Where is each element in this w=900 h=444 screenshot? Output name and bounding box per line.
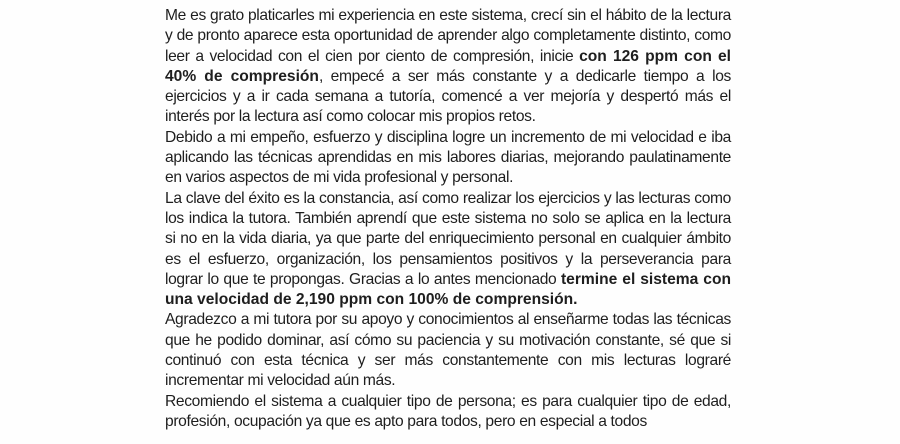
paragraph-text: Recomiendo el sistema a cualquier tipo de persona; es para cualquier tipo de edad, profesión, ocupación ya que es apto para todos, pero en especial a todos	[165, 392, 731, 430]
paragraph-text: , empecé a ser más constante y a dedicarle tiempo a los ejercicios y a ir cada semana a tutoría, comencé a ver mejoría y despertó más el interés por la lectura así como colocar mis propios retos.	[165, 67, 731, 126]
paragraph-experience	[165, 6, 731, 128]
paragraph-text: Debido a mi empeño, esfuerzo y disciplina logre un incremento de mi velocidad e iba aplicando las técnicas aprendidas en mis labores diarias, mejorando paulatinamente en varios aspectos de mi vida profesional y personal.	[165, 128, 731, 187]
paragraph-text: Agradezco a mi tutora por su apoyo y conocimientos al enseñarme todas las técnicas que he podido dominar, así cómo su paciencia y su motivación constante, sé que si continuó con esta técnica y ser más constantemente con mis lecturas lograré incrementar mi velocidad aún más.	[165, 311, 731, 390]
document-body	[165, 6, 731, 432]
paragraph-text: Me es grato platicarles mi experiencia en este sistema, crecí sin el hábito de la lectura y de pronto aparece esta oportunidad de aprender algo completamente distinto, como leer a velocidad con el cien por ciento de compresión, inicie	[165, 7, 731, 65]
paragraph-recommendation	[165, 392, 731, 433]
paragraph-effort	[165, 128, 731, 189]
paragraph-text: La clave del éxito es la constancia, así como realizar los ejercicios y las lecturas como los indica la tutora. También aprendí que este sistema no solo se aplica en la lectura si no en la vida diaria, ya que parte del enriquecimiento personal en cualquier ámbito es el esfuerzo, organización, los pensamientos positivos y la perseverancia para lograr lo que te propongas. Gracias a lo antes mencionado	[165, 189, 731, 288]
highlight-final-speed: termine el sistema con una velocidad de 2,190 ppm con 100% de comprensión.	[165, 270, 731, 309]
highlight-initial-speed: con 126 ppm con el 40% de compresión	[165, 47, 731, 85]
paragraph-gratitude	[165, 310, 731, 391]
paragraph-key-to-success	[165, 189, 731, 311]
